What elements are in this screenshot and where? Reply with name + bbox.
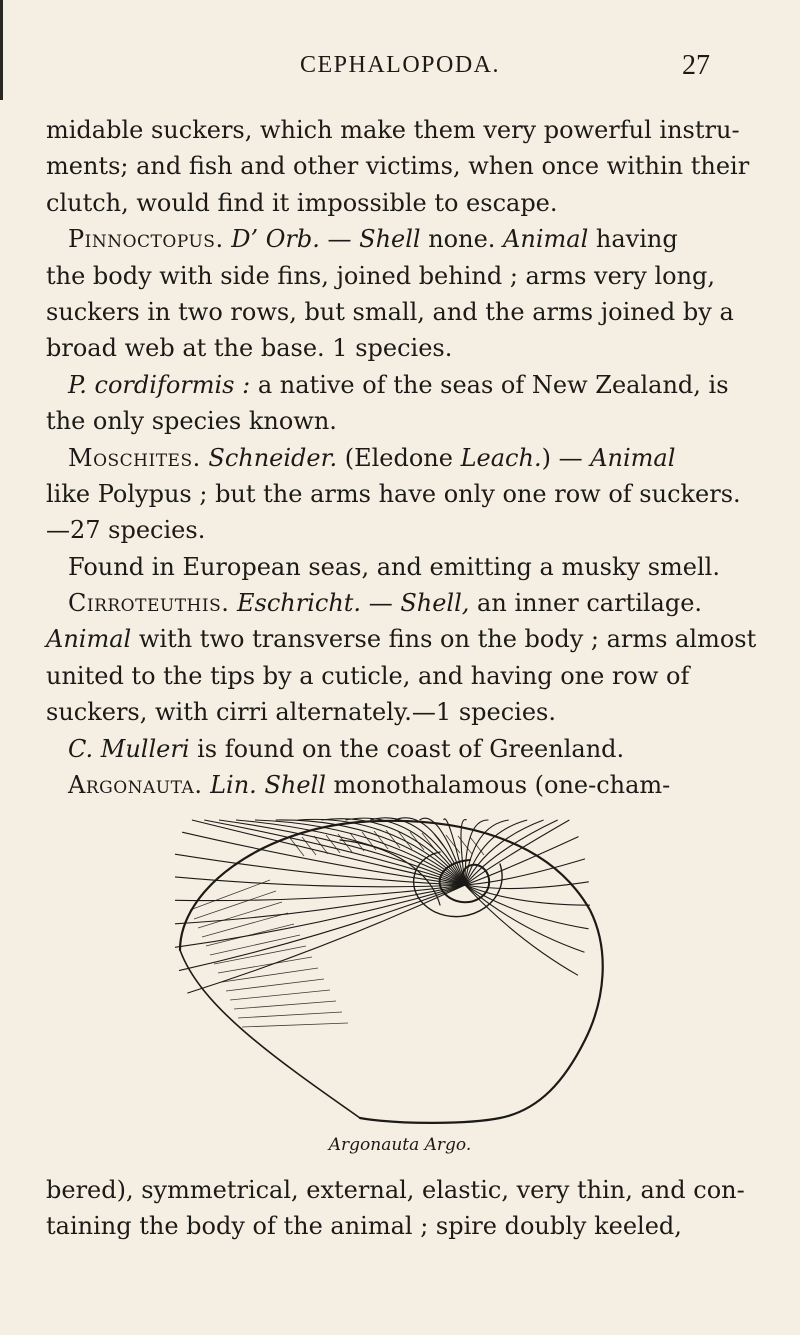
species-name: P. cordiformis : [68,370,251,399]
shell-hatching [234,1001,336,1009]
body-text [46,112,756,803]
text-line: the only species known. [46,407,337,436]
shell-rib [175,885,465,947]
species-name: C. [68,734,101,763]
shell-hatching [374,831,388,849]
dash: — [361,589,401,618]
genus-name: Cirroteuthis. [68,589,230,618]
author-name: Eschricht. [237,589,362,618]
figure-caption: Argonauta Argo. [328,1135,472,1155]
text-run: having [588,225,678,254]
page-header [0,52,800,92]
text-line: —27 species. [46,516,206,545]
text-run: (Eledone [337,443,461,472]
genus-entry-moschites [46,440,756,476]
genus-entry-argonauta [46,767,756,803]
shell-hatching [198,902,282,928]
animal-label: Animal [503,225,589,254]
shell-hatching [206,924,294,946]
shell-hatching [302,837,316,855]
shell-rib [182,832,465,885]
shell-hatching [242,1023,348,1027]
species-name: Mulleri [100,734,190,763]
genus-entry-cirroteuthis [46,585,756,621]
text-line: midable suckers, which make them very powerful instru- [46,116,740,144]
text-line: the body with side fins, joined behind ; arms very long, [46,261,716,290]
shell-label: Shell, [400,589,470,618]
text-run: a native of the seas of New Zealand, is [250,370,729,399]
genus-entry-pinnoctopus [46,221,756,257]
continuation-text [46,1172,756,1245]
shell-rib [175,885,465,901]
text-line: bered), symmetrical, external, elastic, very thin, and con- [46,1176,745,1204]
text-line: ments; and fish and other victims, when once within their [46,152,750,181]
dash: — [319,225,360,254]
genus-name: Pinnoctopus. [68,225,224,254]
text-line: suckers in two rows, but small, and the arms joined by a [46,297,734,326]
shell-hatching [194,891,276,919]
shell-hatching [470,837,484,855]
text-line: suckers, with cirri alternately.—1 species. [46,698,556,727]
shell-rib [192,820,465,885]
species-entry-cordiformis [46,367,756,403]
argonaut-shell-illustration [140,800,620,1130]
text-line [46,621,756,657]
text-line: taining the body of the animal ; spire doubly keeled, [46,1212,682,1241]
shell-rib [465,837,578,885]
author-name: Leach. [460,443,542,472]
shell-hatching [230,990,330,1000]
author-name: D’ Orb. [231,225,320,254]
text-run: an inner cartilage. [469,589,703,618]
shell-text: none. [420,225,504,254]
text-run: monothalamous (one-cham- [325,771,671,800]
genus-name: Argonauta. [68,771,203,800]
genus-name: Moschites. [68,443,201,472]
running-head: CEPHALOPODA. [299,52,500,78]
shell-label: Shell [359,225,421,254]
shell-rib [370,818,465,885]
shell-hatching [226,979,324,991]
shell-label: Shell [264,771,326,800]
shell-hatching [202,913,288,937]
species-entry-mulleri [46,731,756,767]
text-line: Found in European seas, and emitting a musky smell. [68,552,720,581]
shell-hatching [238,1012,342,1018]
text-line: broad web at the base. 1 species. [46,334,453,363]
author-name: Schneider. [208,443,338,472]
text-line: like Polypus ; but the arms have only one row of suckers. [46,479,741,508]
text-run: ) — [541,443,591,472]
text-run: with two transverse fins on the body ; arms almost [131,625,757,654]
author-name: Lin. [210,771,257,800]
text-run: is found on the coast of Greenland. [189,734,625,763]
text-line: united to the tips by a cuticle, and having one row of [46,661,690,690]
shell-hatching [326,835,340,853]
shell-hatching [214,946,306,964]
page-number: 27 [682,50,710,81]
animal-label: Animal [46,625,132,654]
text-line: clutch, would find it impossible to escape. [46,188,558,217]
animal-label: Animal [590,443,676,472]
